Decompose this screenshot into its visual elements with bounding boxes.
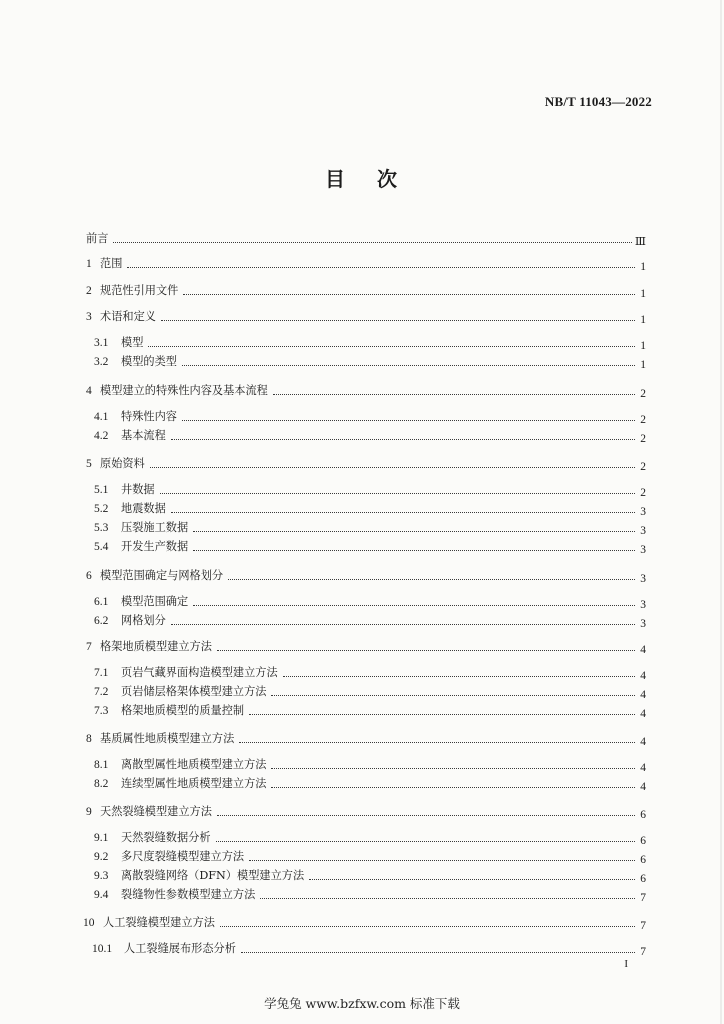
dot-leader bbox=[150, 467, 635, 468]
toc-page-number: 7 bbox=[640, 946, 646, 958]
toc-page-number: 4 bbox=[640, 736, 646, 748]
dot-leader bbox=[239, 742, 635, 743]
toc-label: 网格划分 bbox=[121, 614, 166, 627]
toc-subentry[interactable] bbox=[94, 517, 646, 535]
toc-label: 页岩储层格架体模型建立方法 bbox=[121, 685, 267, 698]
toc-label: 模型的类型 bbox=[121, 355, 177, 368]
toc-label: 离散裂缝网络（DFN）模型建立方法 bbox=[121, 869, 305, 882]
toc-entry[interactable] bbox=[86, 728, 646, 746]
toc-subentry[interactable] bbox=[94, 681, 646, 699]
dot-leader bbox=[228, 579, 635, 580]
toc-page-number: Ⅲ bbox=[634, 236, 646, 248]
toc-label: 基质属性地质模型建立方法 bbox=[100, 732, 235, 745]
toc-page-number: 3 bbox=[640, 506, 646, 518]
toc-page-number: 4 bbox=[640, 762, 646, 774]
toc-entry[interactable] bbox=[86, 565, 646, 583]
toc-number: 6.2 bbox=[94, 615, 109, 627]
dot-leader bbox=[217, 815, 635, 816]
toc-subentry[interactable] bbox=[92, 938, 646, 956]
toc-number: 3.1 bbox=[94, 337, 109, 349]
toc-subentry[interactable] bbox=[94, 754, 646, 772]
toc-page-number: 4 bbox=[640, 670, 646, 682]
toc-page-number: 1 bbox=[640, 314, 646, 326]
toc-page-number: 2 bbox=[640, 414, 646, 426]
toc-subentry[interactable] bbox=[94, 536, 646, 554]
dot-leader bbox=[241, 952, 635, 953]
toc-entry[interactable] bbox=[83, 912, 646, 930]
toc-subentry[interactable] bbox=[94, 662, 646, 680]
dot-leader bbox=[127, 267, 635, 268]
toc-page-number: 4 bbox=[640, 689, 646, 701]
toc-entry[interactable] bbox=[86, 380, 646, 398]
toc-number: 4 bbox=[86, 385, 92, 397]
dot-leader bbox=[249, 860, 635, 861]
toc-number: 9 bbox=[86, 806, 92, 818]
toc-title-char: 次 bbox=[377, 167, 399, 191]
toc-page-number: 2 bbox=[640, 388, 646, 400]
toc-subentry[interactable] bbox=[94, 773, 646, 791]
dot-leader bbox=[271, 695, 635, 696]
standard-code: NB/T 11043—2022 bbox=[544, 94, 652, 109]
dot-leader bbox=[249, 714, 635, 715]
toc-entry[interactable] bbox=[86, 228, 646, 246]
toc-page-number: 4 bbox=[640, 644, 646, 656]
toc-subentry[interactable] bbox=[94, 700, 646, 718]
dot-leader bbox=[193, 605, 635, 606]
toc-page-number: 4 bbox=[640, 708, 646, 720]
dot-leader bbox=[271, 787, 635, 788]
toc-page-number: 2 bbox=[640, 487, 646, 499]
toc-label: 特殊性内容 bbox=[121, 410, 177, 423]
toc-number: 2 bbox=[86, 285, 92, 297]
dot-leader bbox=[182, 420, 635, 421]
dot-leader bbox=[171, 512, 635, 513]
toc-label: 规范性引用文件 bbox=[100, 284, 179, 297]
toc-number: 9.2 bbox=[94, 851, 109, 863]
toc-number: 5.1 bbox=[94, 484, 109, 496]
toc-number: 3 bbox=[86, 311, 92, 323]
toc-subentry[interactable] bbox=[94, 846, 646, 864]
dot-leader bbox=[161, 320, 635, 321]
dot-leader bbox=[273, 394, 635, 395]
toc-label: 模型范围确定与网格划分 bbox=[100, 569, 224, 582]
toc-label: 裂缝物性参数模型建立方法 bbox=[121, 888, 256, 901]
dot-leader bbox=[260, 898, 635, 899]
toc-label: 井数据 bbox=[121, 483, 155, 496]
toc-page-number: 6 bbox=[640, 854, 646, 866]
toc-number: 4.2 bbox=[94, 430, 109, 442]
dot-leader bbox=[216, 841, 635, 842]
toc-number: 9.4 bbox=[94, 889, 109, 901]
toc-title bbox=[0, 163, 724, 192]
toc-number: 7.2 bbox=[94, 686, 109, 698]
toc-page-number: 1 bbox=[640, 340, 646, 352]
toc-number: 9.1 bbox=[94, 832, 109, 844]
toc-subentry[interactable] bbox=[94, 425, 646, 443]
toc-label: 多尺度裂缝模型建立方法 bbox=[121, 850, 245, 863]
toc-label: 人工裂缝展布形态分析 bbox=[124, 942, 236, 955]
toc-number: 5.2 bbox=[94, 503, 109, 515]
dot-leader bbox=[182, 365, 635, 366]
toc-number: 8.2 bbox=[94, 778, 109, 790]
toc-number: 6 bbox=[86, 570, 92, 582]
toc-number: 8.1 bbox=[94, 759, 109, 771]
toc-entry[interactable] bbox=[86, 280, 646, 298]
toc-number: 5 bbox=[86, 458, 92, 470]
toc-subentry[interactable] bbox=[94, 827, 646, 845]
toc-label: 原始资料 bbox=[100, 457, 145, 470]
toc-page-number: 3 bbox=[640, 618, 646, 630]
toc-page-number: 1 bbox=[640, 359, 646, 371]
toc-label: 开发生产数据 bbox=[121, 540, 189, 553]
toc-subentry[interactable] bbox=[94, 332, 646, 350]
toc-page-number: 2 bbox=[640, 461, 646, 473]
toc-page-number: 3 bbox=[640, 573, 646, 585]
toc-number: 4.1 bbox=[94, 411, 109, 423]
toc-page-number: 6 bbox=[640, 873, 646, 885]
toc-page-number: 2 bbox=[640, 433, 646, 445]
dot-leader bbox=[309, 879, 635, 880]
scan-edge bbox=[720, 0, 722, 1024]
toc-label: 模型范围确定 bbox=[121, 595, 189, 608]
dot-leader bbox=[148, 346, 635, 347]
toc-number: 6.1 bbox=[94, 596, 109, 608]
toc-label: 压裂施工数据 bbox=[121, 521, 189, 534]
toc-number: 7 bbox=[86, 641, 92, 653]
toc-title-char: 目 bbox=[325, 167, 347, 191]
toc-number: 7.3 bbox=[94, 705, 109, 717]
toc-page-number: 3 bbox=[640, 544, 646, 556]
toc-number: 8 bbox=[86, 733, 92, 745]
toc-page-number: 6 bbox=[640, 809, 646, 821]
toc-page-number: 7 bbox=[640, 892, 646, 904]
toc-page-number: 3 bbox=[640, 525, 646, 537]
toc-label: 格架地质模型的质量控制 bbox=[121, 704, 245, 717]
toc-page-number: 7 bbox=[640, 920, 646, 932]
toc-label: 页岩气藏界面构造模型建立方法 bbox=[121, 666, 278, 679]
toc-number: 1 bbox=[86, 258, 92, 270]
toc-label: 离散型属性地质模型建立方法 bbox=[121, 758, 267, 771]
dot-leader bbox=[183, 294, 635, 295]
toc-entry[interactable] bbox=[86, 636, 646, 654]
toc-entry[interactable] bbox=[86, 253, 646, 271]
dot-leader bbox=[193, 531, 635, 532]
toc-page-number: 1 bbox=[640, 261, 646, 273]
toc-number: 7.1 bbox=[94, 667, 109, 679]
toc-subentry[interactable] bbox=[94, 351, 646, 369]
toc-label: 范围 bbox=[100, 257, 123, 270]
watermark-text: 学兔兔 www.bzfxw.com 标准下载 bbox=[264, 996, 460, 1011]
dot-leader bbox=[283, 676, 635, 677]
toc-number: 5.4 bbox=[94, 541, 109, 553]
dot-leader bbox=[171, 439, 635, 440]
dot-leader bbox=[113, 242, 632, 243]
page-number: I bbox=[624, 958, 628, 970]
toc-number: 9.3 bbox=[94, 870, 109, 882]
dot-leader bbox=[217, 650, 635, 651]
toc-subentry[interactable] bbox=[94, 865, 646, 883]
toc-number: 5.3 bbox=[94, 522, 109, 534]
dot-leader bbox=[171, 624, 635, 625]
toc-number: 10.1 bbox=[92, 943, 113, 955]
toc-label: 基本流程 bbox=[121, 429, 166, 442]
dot-leader bbox=[160, 493, 635, 494]
toc-label: 格架地质模型建立方法 bbox=[100, 640, 212, 653]
toc-label: 天然裂缝数据分析 bbox=[121, 831, 211, 844]
toc-label: 地震数据 bbox=[121, 502, 166, 515]
dot-leader bbox=[193, 550, 635, 551]
toc-label: 模型 bbox=[121, 336, 144, 349]
toc-number: 10 bbox=[83, 917, 95, 929]
toc-page-number: 4 bbox=[640, 781, 646, 793]
dot-leader bbox=[271, 768, 635, 769]
toc-label: 人工裂缝模型建立方法 bbox=[103, 916, 215, 929]
toc-label: 术语和定义 bbox=[100, 310, 156, 323]
toc-subentry[interactable] bbox=[94, 498, 646, 516]
toc-subentry[interactable] bbox=[94, 479, 646, 497]
toc-label: 连续型属性地质模型建立方法 bbox=[121, 777, 267, 790]
toc-entry[interactable] bbox=[86, 453, 646, 471]
toc-entry[interactable] bbox=[86, 306, 646, 324]
toc-page-number: 1 bbox=[640, 288, 646, 300]
dot-leader bbox=[220, 926, 635, 927]
toc-entry[interactable] bbox=[86, 801, 646, 819]
toc-page-number: 3 bbox=[640, 599, 646, 611]
toc-subentry[interactable] bbox=[94, 884, 646, 902]
toc-label: 天然裂缝模型建立方法 bbox=[100, 805, 212, 818]
toc-page-number: 6 bbox=[640, 835, 646, 847]
toc-label: 模型建立的特殊性内容及基本流程 bbox=[100, 384, 268, 397]
toc-number: 3.2 bbox=[94, 356, 109, 368]
toc-subentry[interactable] bbox=[94, 406, 646, 424]
toc-subentry[interactable] bbox=[94, 591, 646, 609]
toc-label: 前言 bbox=[86, 232, 109, 245]
toc-subentry[interactable] bbox=[94, 610, 646, 628]
